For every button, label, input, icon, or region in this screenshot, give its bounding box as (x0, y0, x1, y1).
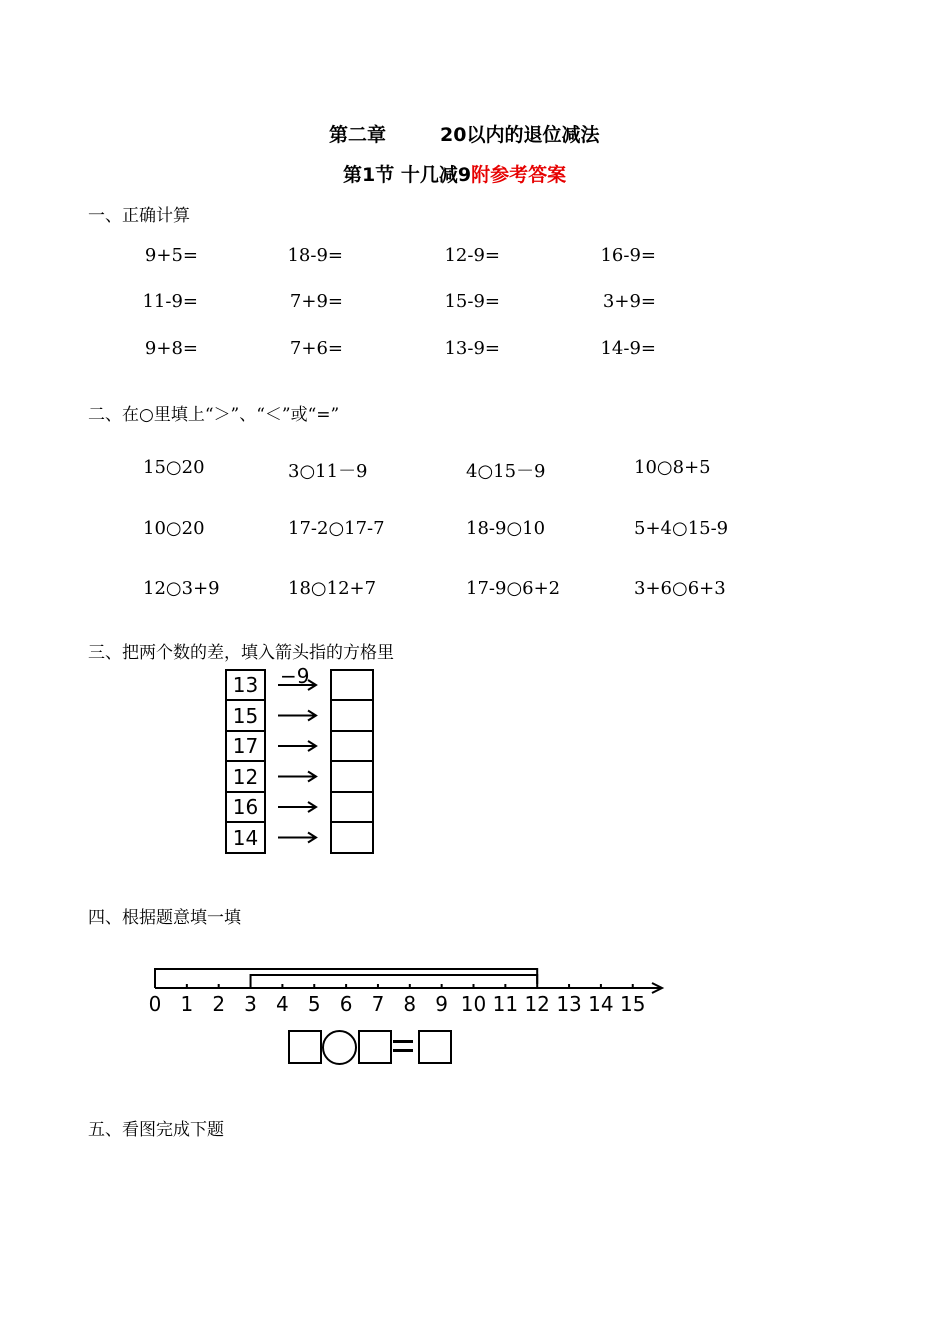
part3-heading: 三、把两个数的差，填入箭头指的方格里 (88, 643, 394, 663)
equals-sign-top (393, 1040, 413, 1043)
tick-label: 0 (148, 992, 162, 1016)
answer-cell[interactable] (332, 671, 372, 701)
operator-label: −9 (280, 664, 310, 688)
part1-heading: 一、正确计算 (88, 206, 190, 226)
arrow-icon (278, 711, 316, 721)
calc-problem: 7+6= (289, 338, 343, 359)
number-cell: 12 (227, 763, 264, 793)
tick-label: 9 (435, 992, 449, 1016)
number-cell: 15 (227, 702, 264, 732)
tick-label: 4 (276, 992, 289, 1016)
equals-sign-bottom (393, 1049, 413, 1052)
tick-label: 14 (588, 992, 614, 1016)
operator-circle[interactable] (322, 1030, 357, 1065)
arrow-icon (278, 833, 316, 843)
part4-heading: 四、根据题意填一填 (88, 908, 241, 928)
tick-label: 3 (244, 992, 257, 1016)
tick-label: 6 (339, 992, 353, 1016)
tick-label: 15 (620, 992, 646, 1016)
calc-problem: 9+5= (144, 245, 198, 266)
chapter-label: 第二章 (329, 124, 387, 146)
number-cell: 13 (227, 671, 264, 701)
compare-problem: 17-9○6+2 (466, 578, 561, 599)
arrow-icon (278, 741, 316, 751)
compare-problem: 18○12+7 (288, 578, 377, 599)
compare-problem: 5+4○15-9 (634, 518, 729, 539)
number-column (225, 669, 266, 854)
answer-cell[interactable] (332, 763, 372, 793)
number-cell: 16 (227, 793, 264, 823)
calc-problem: 13-9= (444, 338, 500, 359)
compare-problem: 3○11－9 (288, 461, 368, 482)
answer-cell[interactable] (332, 702, 372, 732)
tick-label: 2 (212, 992, 226, 1016)
number-cell: 17 (227, 732, 264, 762)
answer-cell[interactable] (332, 732, 372, 762)
tick-label: 5 (307, 992, 321, 1016)
answer-note: 附参考答案 (471, 164, 567, 186)
tick-label: 7 (371, 992, 385, 1016)
calc-problem: 16-9= (600, 245, 656, 266)
tick-label: 10 (460, 992, 487, 1016)
section-name: 第1节 十几减9 (343, 164, 472, 186)
tick-label: 13 (556, 992, 582, 1016)
compare-problem: 15○20 (143, 457, 205, 478)
tick-label: 11 (492, 992, 519, 1016)
arrow-group (272, 665, 326, 855)
arrow-icon (278, 772, 316, 782)
calc-problem: 11-9= (142, 291, 198, 312)
calc-problem: 9+8= (144, 338, 198, 359)
number-cell: 14 (227, 824, 264, 854)
arrow-icon (278, 802, 316, 812)
compare-problem: 4○15－9 (466, 461, 546, 482)
compare-problem: 10○20 (143, 518, 205, 539)
calc-problem: 15-9= (444, 291, 500, 312)
compare-problem: 17-2○17-7 (288, 518, 385, 539)
calc-problem: 3+9= (602, 291, 656, 312)
compare-problem: 18-9○10 (466, 518, 546, 539)
inner-bracket (251, 975, 538, 984)
compare-problem: 10○8+5 (634, 457, 711, 478)
outer-bracket (155, 969, 537, 984)
chapter-title: 20以内的退位减法 (440, 124, 600, 146)
answer-cell[interactable] (332, 824, 372, 854)
calc-problem: 12-9= (444, 245, 500, 266)
tick-label: 12 (524, 992, 550, 1016)
calc-problem: 14-9= (600, 338, 656, 359)
section-title (343, 160, 566, 187)
answer-column (330, 669, 374, 854)
calc-problem: 18-9= (287, 245, 343, 266)
part2-heading: 二、在○里填上“＞”、“＜”或“=” (88, 405, 340, 425)
answer-box-2[interactable] (358, 1030, 392, 1064)
compare-problem: 3+6○6+3 (634, 578, 726, 599)
tick-label: 1 (180, 992, 194, 1016)
answer-box-result[interactable] (418, 1030, 452, 1064)
compare-problem: 12○3+9 (143, 578, 220, 599)
answer-box-1[interactable] (288, 1030, 322, 1064)
answer-cell[interactable] (332, 793, 372, 823)
calc-problem: 7+9= (289, 291, 343, 312)
tick-label: 8 (403, 992, 417, 1016)
part5-heading: 五、看图完成下题 (88, 1120, 224, 1140)
